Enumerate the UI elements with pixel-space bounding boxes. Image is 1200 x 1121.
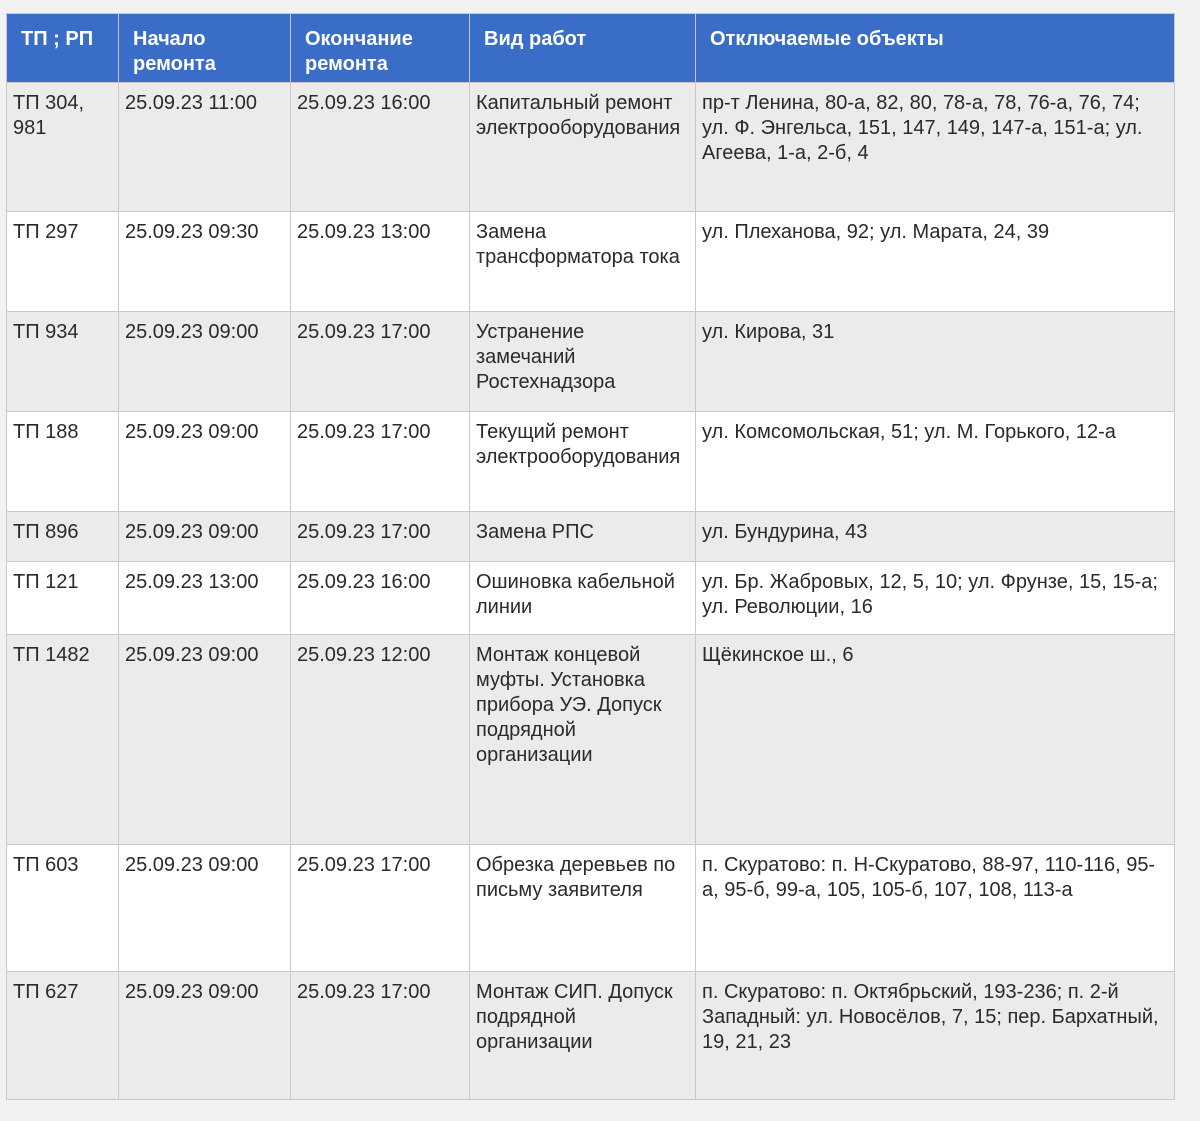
cell-work: Замена трансформатора тока (470, 212, 696, 312)
cell-objects: ул. Бр. Жабровых, 12, 5, 10; ул. Фрунзе, 15, 15-а; ул. Революции, 16 (696, 562, 1175, 635)
cell-tp: ТП 297 (7, 212, 119, 312)
cell-work: Устранение замечаний Ростехнадзора (470, 312, 696, 412)
cell-end: 25.09.23 12:00 (291, 635, 470, 845)
cell-work: Ошиновка кабельной линии (470, 562, 696, 635)
cell-start: 25.09.23 09:00 (119, 635, 291, 845)
cell-end: 25.09.23 16:00 (291, 83, 470, 212)
cell-tp: ТП 188 (7, 412, 119, 512)
cell-start: 25.09.23 09:00 (119, 845, 291, 972)
cell-end: 25.09.23 17:00 (291, 412, 470, 512)
table-header-row (7, 14, 1175, 83)
cell-start: 25.09.23 09:00 (119, 972, 291, 1100)
table-row (7, 312, 1175, 412)
cell-objects: ул. Комсомольская, 51; ул. М. Горького, 12-а (696, 412, 1175, 512)
column-header-objects: Отключаемые объекты (696, 14, 1175, 83)
cell-objects: ул. Кирова, 31 (696, 312, 1175, 412)
cell-work: Замена РПС (470, 512, 696, 562)
table-row (7, 512, 1175, 562)
cell-work: Капитальный ремонт электрооборудования (470, 83, 696, 212)
table-row (7, 562, 1175, 635)
cell-tp: ТП 121 (7, 562, 119, 635)
cell-objects: п. Скуратово: п. Н-Скуратово, 88-97, 110-116, 95-а, 95-б, 99-а, 105, 105-б, 107, 108, 113-а (696, 845, 1175, 972)
cell-end: 25.09.23 17:00 (291, 845, 470, 972)
cell-start: 25.09.23 09:30 (119, 212, 291, 312)
table-row (7, 83, 1175, 212)
cell-work: Монтаж концевой муфты. Установка прибора УЭ. Допуск подрядной организации (470, 635, 696, 845)
table-row (7, 635, 1175, 845)
cell-work: Монтаж СИП. Допуск подрядной организации (470, 972, 696, 1100)
cell-tp: ТП 896 (7, 512, 119, 562)
cell-start: 25.09.23 13:00 (119, 562, 291, 635)
outage-table (6, 13, 1175, 1100)
cell-end: 25.09.23 17:00 (291, 512, 470, 562)
table-row (7, 212, 1175, 312)
cell-objects: Щёкинское ш., 6 (696, 635, 1175, 845)
cell-end: 25.09.23 13:00 (291, 212, 470, 312)
column-header-start: Начало ремонта (119, 14, 291, 83)
cell-tp: ТП 603 (7, 845, 119, 972)
cell-tp: ТП 1482 (7, 635, 119, 845)
cell-start: 25.09.23 09:00 (119, 312, 291, 412)
outage-schedule (6, 13, 1174, 1100)
column-header-work: Вид работ (470, 14, 696, 83)
cell-end: 25.09.23 17:00 (291, 972, 470, 1100)
cell-end: 25.09.23 17:00 (291, 312, 470, 412)
cell-tp: ТП 934 (7, 312, 119, 412)
cell-work: Обрезка деревьев по письму заявителя (470, 845, 696, 972)
cell-tp: ТП 627 (7, 972, 119, 1100)
cell-objects: ул. Плеханова, 92; ул. Марата, 24, 39 (696, 212, 1175, 312)
cell-work: Текущий ремонт электрооборудования (470, 412, 696, 512)
cell-objects: п. Скуратово: п. Октябрьский, 193-236; п. 2-й Западный: ул. Новосёлов, 7, 15; пер. Бархатный, 19, 21, 23 (696, 972, 1175, 1100)
column-header-end: Окончание ремонта (291, 14, 470, 83)
table-row (7, 412, 1175, 512)
cell-tp: ТП 304, 981 (7, 83, 119, 212)
cell-start: 25.09.23 09:00 (119, 412, 291, 512)
cell-start: 25.09.23 11:00 (119, 83, 291, 212)
cell-end: 25.09.23 16:00 (291, 562, 470, 635)
cell-start: 25.09.23 09:00 (119, 512, 291, 562)
table-row (7, 845, 1175, 972)
cell-objects: ул. Бундурина, 43 (696, 512, 1175, 562)
column-header-tp: ТП ; РП (7, 14, 119, 83)
cell-objects: пр-т Ленина, 80-а, 82, 80, 78-а, 78, 76-а, 76, 74; ул. Ф. Энгельса, 151, 147, 149, 147-а, 151-а; ул. Агеева, 1-а, 2-б, 4 (696, 83, 1175, 212)
table-row (7, 972, 1175, 1100)
